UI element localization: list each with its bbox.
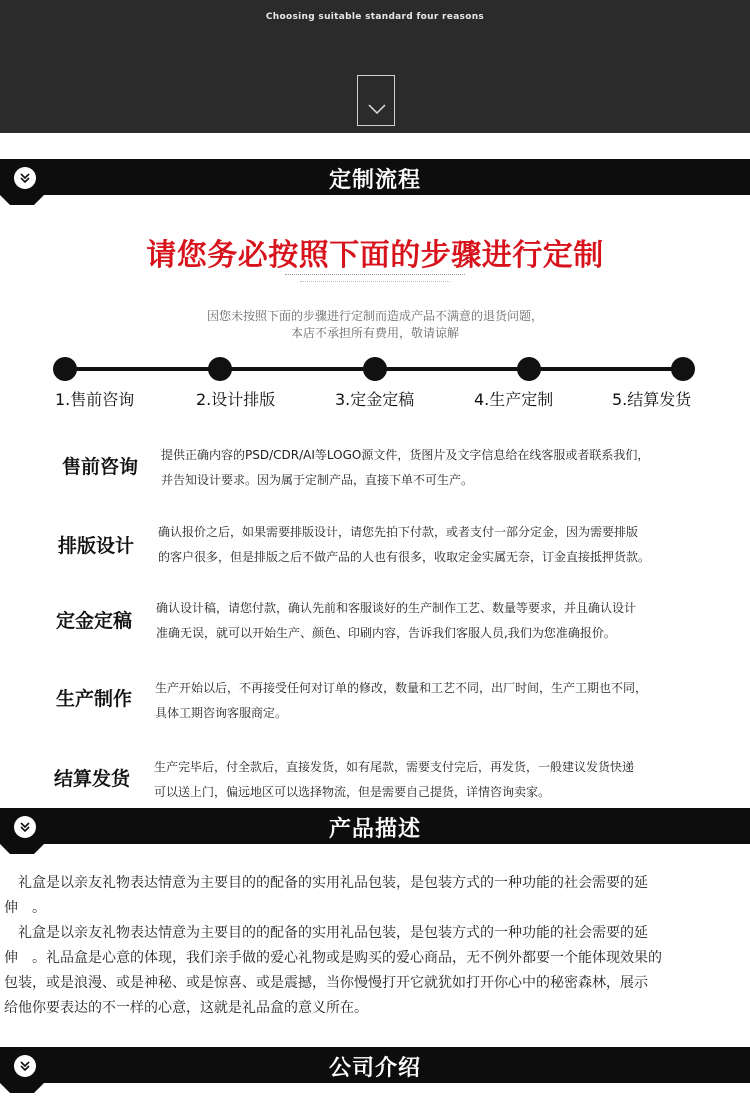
hero-banner — [0, 0, 750, 133]
divider — [285, 274, 465, 275]
item-text-line: 并告知设计要求。因为属于定制产品，直接下单不可生产。 — [161, 473, 474, 487]
description-line: 礼盒是以亲友礼物表达情意为主要目的的配备的实用礼品包装，是包装方式的一种功能的社会需要的延 — [4, 875, 648, 891]
hero-title: Choosing suitable standard four reasons — [265, 12, 485, 22]
item-title: 生产制作 — [56, 688, 133, 710]
process-headline: 请您务必按照下面的步骤进行定制 — [146, 238, 604, 273]
description-line: 给他你要表达的不一样的心意，这就是礼品盒的意义所在。 — [4, 1000, 368, 1016]
item-text — [154, 755, 694, 805]
description-line: 伸 。礼品盒是心意的体现，我们亲手做的爱心礼物或是购买的爱心商品，无不例外都要一个能体现效果的 — [4, 950, 662, 966]
item-text-line: 生产完毕后，付全款后，直接发货，如有尾款，需要支付完后，再发货，一般建议发货快递 — [154, 760, 635, 774]
item-title: 排版设计 — [58, 535, 135, 557]
step-label: 5.结算发货 — [612, 390, 692, 409]
step-label: 3.定金定稿 — [335, 390, 415, 409]
item-text-line: 的客户很多，但是排版之后不做产品的人也有很多，收取定金实属无奈，订金直接抵押货款。 — [158, 550, 651, 564]
band-tab — [0, 195, 44, 205]
item-text — [161, 443, 701, 493]
step-label: 2.设计排版 — [196, 390, 276, 409]
notice-line: 本店不承担所有费用，敬请谅解 — [290, 326, 459, 340]
item-text-line: 提供正确内容的PSD/CDR/AI等LOGO源文件，货图片及文字信息给在线客服或者联系我们， — [161, 448, 650, 462]
description-text — [4, 871, 742, 1021]
item-text-line: 可以送上门，偏远地区可以选择物流，但是需要自己提货，详情咨询卖家。 — [154, 785, 551, 799]
step-dot — [208, 357, 232, 381]
step-label: 1.售前咨询 — [55, 390, 135, 409]
scroll-down-button[interactable] — [357, 75, 395, 126]
description-line: 礼盒是以亲友礼物表达情意为主要目的的配备的实用礼品包装，是包装方式的一种功能的社会需要的延 — [4, 925, 648, 941]
item-text-line: 准确无误，就可以开始生产、颜色、印刷内容，告诉我们客服人员,我们为您准确报价。 — [156, 626, 616, 640]
step-dot — [53, 357, 77, 381]
divider — [300, 281, 450, 282]
description-line: 伸 。 — [4, 900, 46, 916]
item-title: 售前咨询 — [62, 456, 139, 478]
item-text-line: 具体工期咨询客服商定。 — [155, 706, 288, 720]
item-text — [158, 520, 698, 570]
item-text-line: 生产开始以后，不再接受任何对订单的修改，数量和工艺不同，出厂时间，生产工期也不同， — [155, 681, 648, 695]
section-title: 产品描述 — [328, 817, 421, 842]
item-text — [156, 596, 696, 646]
step-dot — [363, 357, 387, 381]
item-text-line: 确认设计稿，请您付款，确认先前和客服谈好的生产制作工艺、数量等要求，并且确认设计 — [156, 601, 637, 615]
section-header-description — [0, 808, 750, 844]
band-tab — [0, 844, 44, 854]
item-text-line: 确认报价之后，如果需要排版设计，请您先拍下付款，或者支付一部分定金，因为需要排版 — [158, 525, 639, 539]
chevron-down-icon — [368, 104, 386, 114]
section-title: 定制流程 — [328, 168, 421, 193]
section-header-process — [0, 159, 750, 195]
item-title: 定金定稿 — [56, 610, 133, 632]
step-dot — [671, 357, 695, 381]
section-title: 公司介绍 — [328, 1056, 421, 1081]
description-line: 包装，或是浪漫、或是神秘、或是惊喜、或是震撼，当你慢慢打开它就犹如打开你心中的秘密森林，展示 — [4, 975, 648, 991]
band-tab — [0, 1083, 44, 1093]
item-title: 结算发货 — [54, 768, 131, 790]
step-dot — [517, 357, 541, 381]
section-header-company — [0, 1047, 750, 1083]
notice-line: 因您未按照下面的步骤进行定制而造成产品不满意的退货问题， — [206, 309, 543, 323]
step-label: 4.生产定制 — [474, 390, 554, 409]
item-text — [155, 676, 695, 726]
